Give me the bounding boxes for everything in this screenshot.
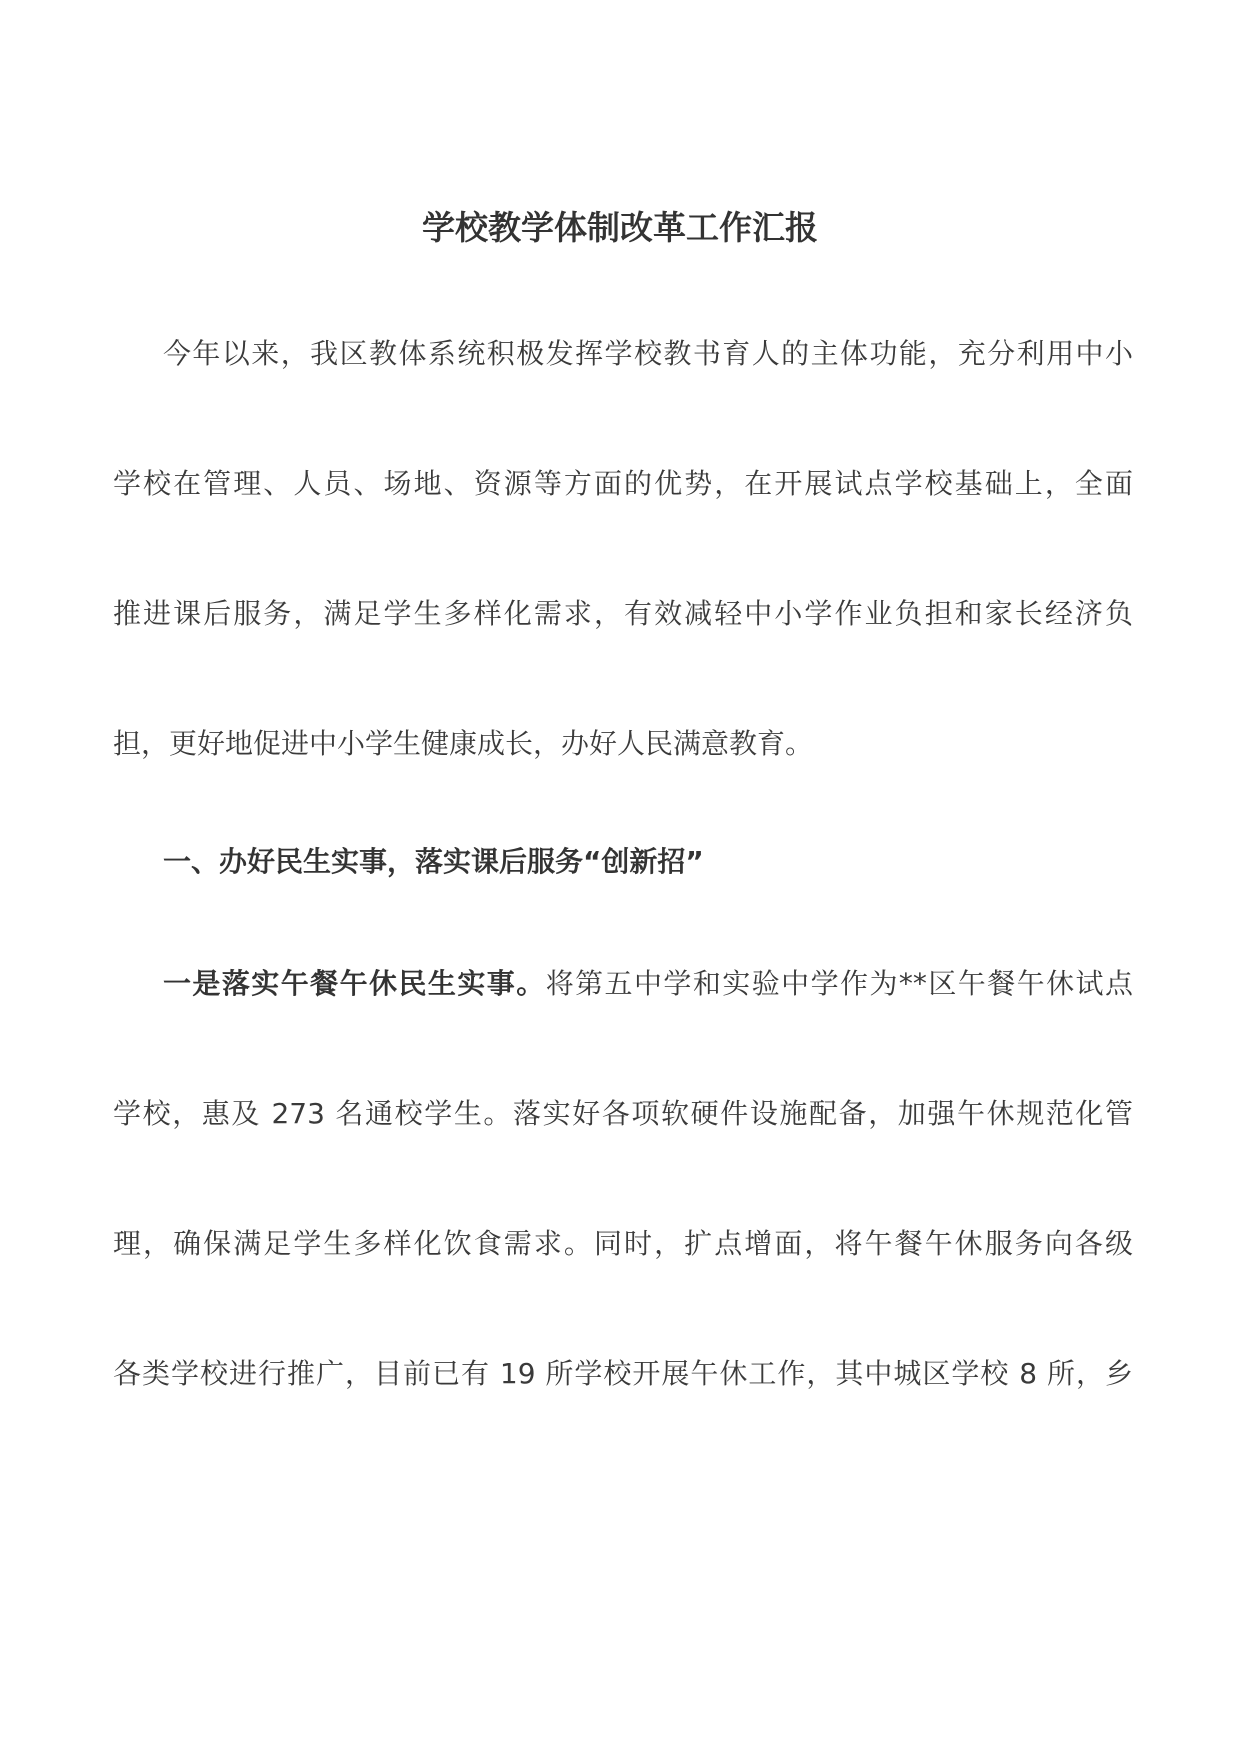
item1-lead: 一是落实午餐午休民生实事。: [163, 967, 546, 1000]
item1-line-2: 学校，惠及 273 名通校学生。落实好各项软硬件设施配备，加强午休规范化管: [113, 1097, 1133, 1130]
item1-line-3: 理，确保满足学生多样化饮食需求。同时，扩点增面，将午餐午休服务向各级: [113, 1227, 1133, 1260]
intro-line-2: 学校在管理、人员、场地、资源等方面的优势，在开展试点学校基础上，全面: [113, 467, 1133, 500]
item1-line-4: 各类学校进行推广，目前已有 19 所学校开展午休工作，其中城区学校 8 所，乡: [113, 1357, 1133, 1390]
item1-first-line-text: 将第五中学和实验中学作为**区午餐午休试点: [545, 967, 1133, 1000]
document-title: 学校教学体制改革工作汇报: [422, 208, 818, 247]
section-heading-1: 一、办好民生实事，落实课后服务“创新招”: [163, 845, 704, 878]
intro-line-1: 今年以来，我区教体系统积极发挥学校教书育人的主体功能，充分利用中小: [163, 337, 1133, 370]
intro-line-3: 推进课后服务，满足学生多样化需求，有效减轻中小学作业负担和家长经济负: [113, 597, 1133, 630]
item1-first-line: [163, 962, 1133, 1006]
intro-line-4: 担，更好地促进中小学生健康成长，办好人民满意教育。: [113, 727, 814, 760]
